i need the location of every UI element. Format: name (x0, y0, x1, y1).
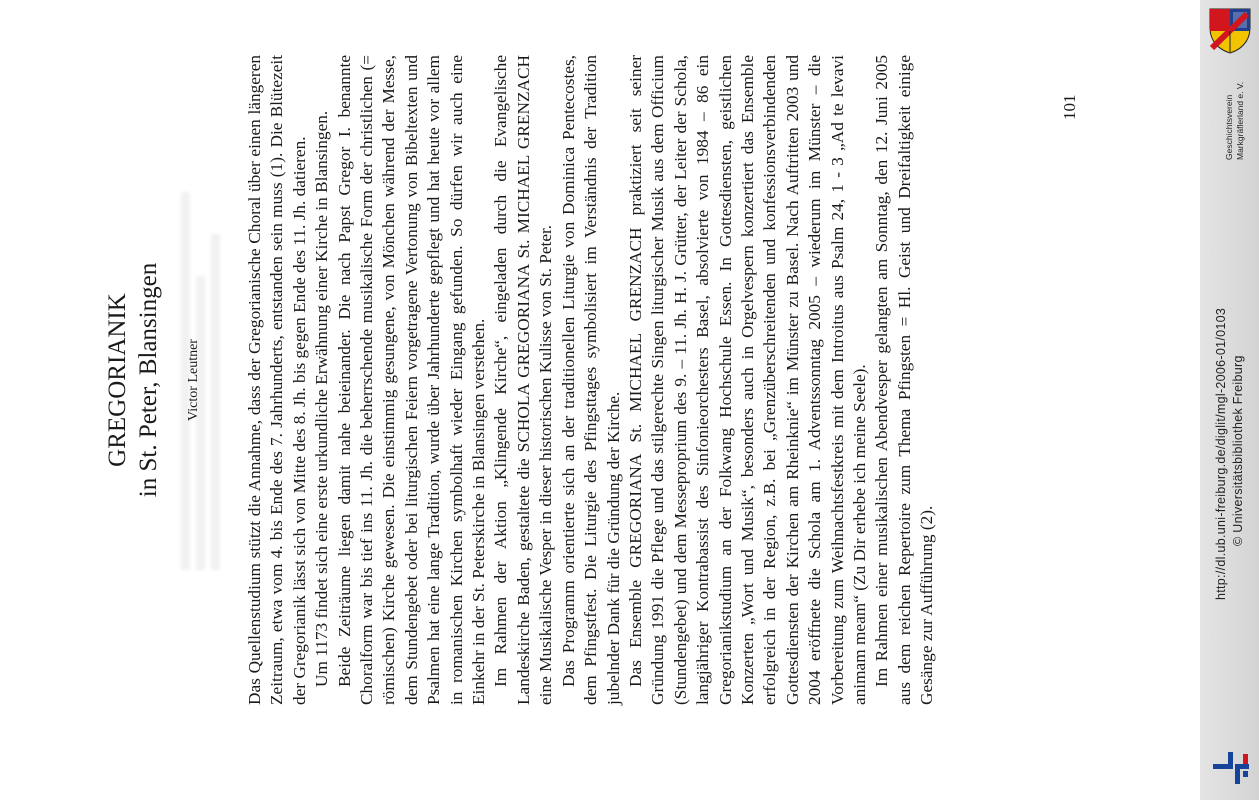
sidebar-rotated-content (1200, 0, 1259, 800)
copyright-notice: © Universitätsbibliothek Freiburg (1231, 355, 1245, 546)
paragraph: Das Programm orientierte sich an der traditionellen Liturgie von Dominica Pentecostes, dem Pfingstfest. Die Liturgie des Pfingsttages symbolisiert im Verständnis der Tradition jubelnder Dank für die Gründung der Kirche. (558, 55, 623, 705)
article-author: Victor Leutner (186, 339, 201, 421)
paragraph: Im Rahmen einer musikalischen Abendvesper gelangten am Sonntag, den 12. Juni 2005 aus dem reichen Repertoire zum Thema Pfingsten = Hl. Geist und Dreifaltigkeit einige Gesänge zur Aufführung (2). (872, 55, 937, 705)
article (102, 55, 939, 705)
paragraph: Das Ensemble GREGORIANA St. MICHAEL GRENZACH praktiziert seit seiner Gründung 1991 die Pflege und das stilgerechte Singen liturgischer Musik aus dem Officium (Stundengebet) und dem Messeproprium des 9. – 11. Jh. H. J. Grütter, der Leiter der Schola, langjähriger Kontrabassist des Sinfonieorchesters Basel, absolvierte von 1984 – 86 ein Gregorianikstudium an der Folkwang Hochschule Essen. In Gottesdiensten, geistlichen Konzerten „Wort und Musik“, besonders auch in Orgelvespern konzertiert das Ensemble erfolgreich in der Region, z.B. bei „Grenzüberschreitenden und konfessionsverbindenden Gottesdiensten der Kirchen am Rheinknie“ im Münster zu Basel. Nach Auftritten 2003 und 2004 eröffnete die Schola am 1. Adventssonntag 2005 – wiederum im Münster – die Vorbereitung zum Weihnachtsfestkreis mit dem Introitus aus Psalm 24, 1 - 3 „Ad te levavi animam meam“ (Zu Dir erhebe ich meine Seele). (625, 55, 869, 705)
paragraph: Das Quellenstudium stützt die Annahme, dass der Gregorianische Choral über einen längeren Zeitraum, etwa vom 4. bis Ende des 7. Jahrhunderts, entstanden sein muss (1). Die Blütezeit der Gregorianik lässt sich von Mitte des 8. Jh. bis gegen Ende des 11. Jh. datieren. (245, 55, 309, 705)
paragraph: Im Rahmen der Aktion „Klingende Kirche“, eingeladen durch die Evangelische Landeskirche Baden, gestaltete die SCHOLA GREGORIANA St. MICHAEL GRENZACH eine Musikalische Vesper in dieser historischen Kulisse von St. Peter. (491, 55, 556, 705)
source-url-link[interactable]: http://dl.ub.uni-freiburg.de/diglit/mgl-2006-01/0103 (1214, 307, 1228, 600)
library-sidebar (1200, 0, 1259, 800)
society-name (1224, 82, 1246, 160)
coat-of-arms-icon (1207, 6, 1253, 54)
paragraph: Beide Zeiträume liegen damit nahe beieinander. Die nach Papst Gregor I. benannte Choralform war bis tief ins 11. Jh. die beherrschende musikalische Form der christlichen (= römischen) Kirche gewesen. Die einstimmig gesungene, von Mönchen während der Messe, dem Stundengebet oder bei liturgischen Feiern vorgetragene Vertonung von Bibeltexten und Psalmen hat eine lange Tradition, wurde über Jahrhunderte gepflegt und hat heute vor allem in romanischen Kirchen symbolhaft wieder Eingang gefunden. So dürfen wir auch eine Einkehr in der St. Peterskirche in Blansingen verstehen. (334, 55, 489, 705)
article-body (244, 55, 939, 705)
ub-freiburg-logo-icon[interactable] (1209, 744, 1253, 788)
article-title: GREGORIANIK (104, 293, 131, 467)
paragraph: Um 1173 findet sich eine erste urkundliche Erwähnung einer Kirche in Blansingen. (312, 110, 332, 687)
society-line-2: Markgräflerland e. V. (1235, 81, 1245, 160)
article-subtitle: in St. Peter, Blansingen (135, 262, 162, 498)
page-number: 101 (1060, 94, 1079, 120)
society-line-1: Geschichtsverein (1224, 94, 1234, 160)
